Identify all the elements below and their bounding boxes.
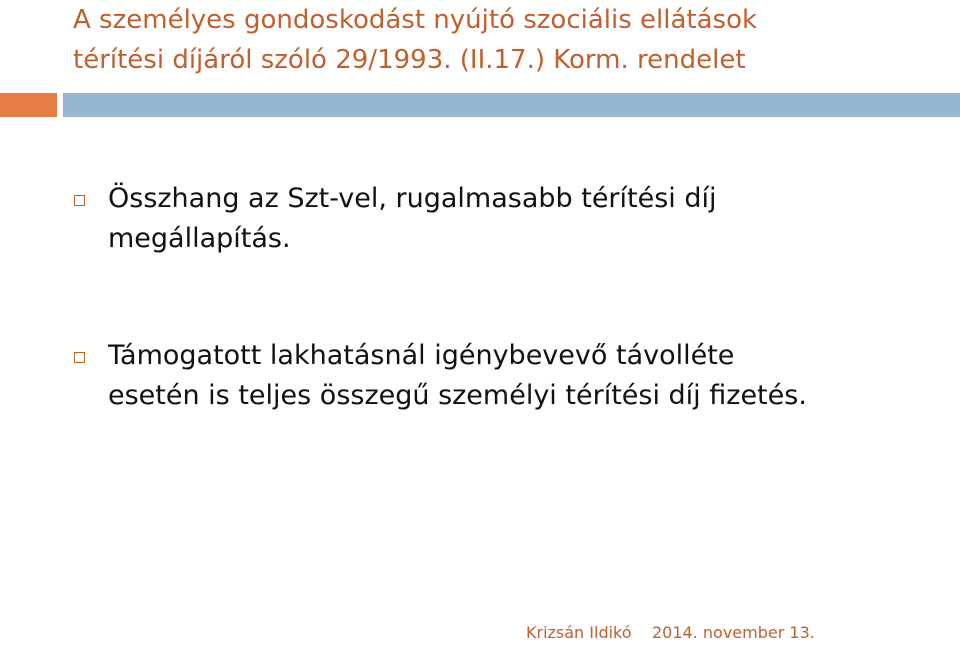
slide-title <box>73 0 933 80</box>
footer-author: Krizsán Ildikó <box>526 623 632 642</box>
bullet-item-2-text <box>108 336 938 416</box>
bullet-item-1-line-1: Összhang az Szt-vel, rugalmasabb térítési díj <box>108 183 717 214</box>
accent-bar-blue <box>63 93 960 117</box>
hollow-square-bullet-icon <box>74 195 85 206</box>
footer-date: 2014. november 13. <box>652 623 815 642</box>
bullet-item-1-line-2: megállapítás. <box>108 223 291 254</box>
slide-title-line-2: térítési díjáról szóló 29/1993. (II.17.) Korm. rendelet <box>73 45 746 75</box>
bullet-item-1-text <box>108 179 938 259</box>
slide-title-line-1: A személyes gondoskodást nyújtó szociális ellátások <box>73 5 758 35</box>
bullet-item-2-line-1: Támogatott lakhatásnál igénybevevő távolléte <box>108 340 735 371</box>
hollow-square-bullet-icon <box>74 352 85 363</box>
bullet-item-2-line-2: esetén is teljes összegű személyi térítési díj fizetés. <box>108 380 807 411</box>
accent-bar-orange <box>0 93 57 117</box>
